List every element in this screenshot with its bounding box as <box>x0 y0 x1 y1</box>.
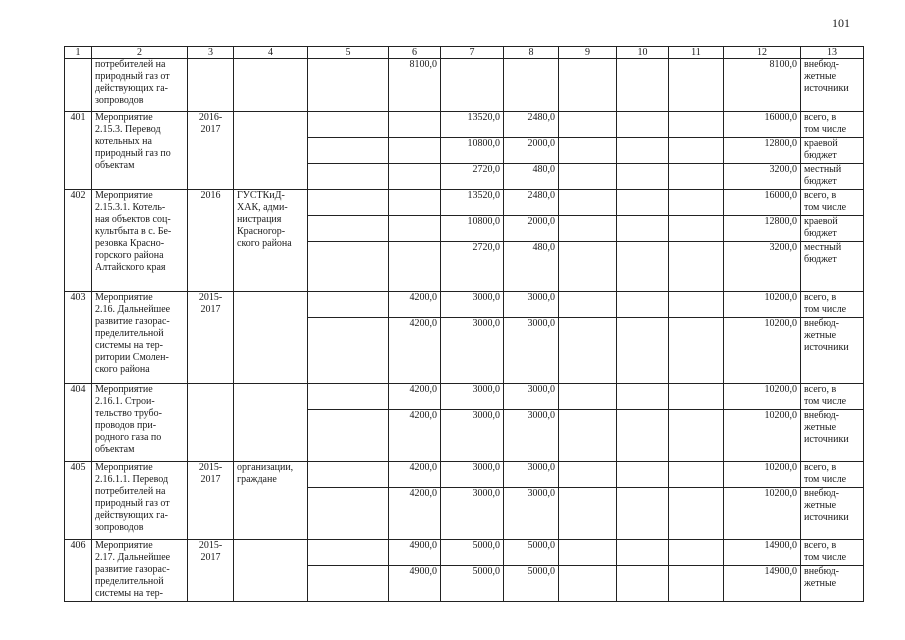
value-cell: 14900,0 <box>724 566 801 602</box>
value-cell: 12800,0 <box>724 138 801 164</box>
value-cell: 4200,0 <box>389 488 441 540</box>
value-cell: 8100,0 <box>389 59 441 112</box>
funding-source: местный бюджет <box>801 242 864 292</box>
value-cell: 4200,0 <box>389 318 441 384</box>
period: 2016 <box>188 190 234 292</box>
value-cell: 2480,0 <box>504 112 559 138</box>
value-cell: 5000,0 <box>504 540 559 566</box>
row-number: 404 <box>65 384 92 462</box>
measure-name: Мероприятие 2.16.1.1. Перевод потребителей на природный газ от действующих га- зопроводов <box>92 462 188 540</box>
executor: ГУСТКиД- ХАК, адми- нистрация Красногор- ского района <box>234 190 308 292</box>
table-row <box>65 384 864 410</box>
row-number: 402 <box>65 190 92 292</box>
value-cell: 3000,0 <box>504 462 559 488</box>
value-cell: 2720,0 <box>441 164 504 190</box>
measure-name: Мероприятие 2.16. Дальнейшее развитие газорас- пределительной системы на тер- ритории Смолен- ского района <box>92 292 188 384</box>
value-cell: 480,0 <box>504 164 559 190</box>
value-cell: 4900,0 <box>389 566 441 602</box>
col-header: 10 <box>617 47 669 59</box>
measure-name: Мероприятие 2.15.3. Перевод котельных на природный газ по объектам <box>92 112 188 190</box>
funding-source: внебюд- жетные источники <box>801 318 864 384</box>
col-header: 7 <box>441 47 504 59</box>
measure-name: Мероприятие 2.17. Дальнейшее развитие газорас- пределительной системы на тер- <box>92 540 188 602</box>
col-header: 4 <box>234 47 308 59</box>
funding-source: краевой бюджет <box>801 138 864 164</box>
value-cell: 10200,0 <box>724 384 801 410</box>
value-cell: 5000,0 <box>441 566 504 602</box>
value-cell: 3000,0 <box>504 318 559 384</box>
value-cell: 16000,0 <box>724 190 801 216</box>
col-header: 6 <box>389 47 441 59</box>
row-number: 405 <box>65 462 92 540</box>
measure-name: Мероприятие 2.15.3.1. Котель- ная объектов соц- культбыта в с. Бе- резовка Красно- горского района Алтайского края <box>92 190 188 292</box>
funding-source: внебюд- жетные источники <box>801 410 864 462</box>
value-cell: 10200,0 <box>724 410 801 462</box>
period: 2015- 2017 <box>188 462 234 540</box>
value-cell: 10200,0 <box>724 488 801 540</box>
period: 2016- 2017 <box>188 112 234 190</box>
value-cell: 5000,0 <box>441 540 504 566</box>
measure-name: потребителей на природный газ от действующих га- зопроводов <box>92 59 188 112</box>
value-cell: 4200,0 <box>389 292 441 318</box>
funding-source: всего, в том числе <box>801 292 864 318</box>
value-cell: 4200,0 <box>389 410 441 462</box>
value-cell: 3000,0 <box>504 410 559 462</box>
table-row <box>65 462 864 488</box>
value-cell: 14900,0 <box>724 540 801 566</box>
funding-source: внебюд- жетные источники <box>801 59 864 112</box>
value-cell: 3000,0 <box>441 384 504 410</box>
value-cell: 3200,0 <box>724 164 801 190</box>
value-cell: 2000,0 <box>504 216 559 242</box>
funding-source: краевой бюджет <box>801 216 864 242</box>
funding-source: всего, в том числе <box>801 540 864 566</box>
funding-source: всего, в том числе <box>801 190 864 216</box>
table-row <box>65 190 864 216</box>
period: 2015- 2017 <box>188 540 234 602</box>
col-header: 9 <box>559 47 617 59</box>
value-cell: 5000,0 <box>504 566 559 602</box>
column-number-row <box>65 47 864 59</box>
value-cell: 4200,0 <box>389 462 441 488</box>
value-cell: 3000,0 <box>504 384 559 410</box>
value-cell: 10200,0 <box>724 318 801 384</box>
row-number: 406 <box>65 540 92 602</box>
funding-source: всего, в том числе <box>801 462 864 488</box>
page-number: 101 <box>832 16 850 30</box>
value-cell: 10800,0 <box>441 216 504 242</box>
value-cell: 4200,0 <box>389 384 441 410</box>
col-header: 8 <box>504 47 559 59</box>
col-header: 1 <box>65 47 92 59</box>
value-cell: 10800,0 <box>441 138 504 164</box>
value-cell: 2480,0 <box>504 190 559 216</box>
budget-table <box>64 46 864 602</box>
value-cell: 12800,0 <box>724 216 801 242</box>
period: 2015- 2017 <box>188 292 234 384</box>
value-cell: 8100,0 <box>724 59 801 112</box>
table-row <box>65 59 864 112</box>
row-number: 403 <box>65 292 92 384</box>
value-cell: 13520,0 <box>441 190 504 216</box>
value-cell: 2720,0 <box>441 242 504 292</box>
value-cell: 2000,0 <box>504 138 559 164</box>
funding-source: местный бюджет <box>801 164 864 190</box>
value-cell: 13520,0 <box>441 112 504 138</box>
value-cell: 3200,0 <box>724 242 801 292</box>
col-header: 11 <box>669 47 724 59</box>
table-row <box>65 292 864 318</box>
row-number: 401 <box>65 112 92 190</box>
value-cell: 3000,0 <box>441 292 504 318</box>
col-header: 3 <box>188 47 234 59</box>
funding-source: внебюд- жетные <box>801 566 864 602</box>
value-cell: 3000,0 <box>441 462 504 488</box>
funding-source: всего, в том числе <box>801 384 864 410</box>
col-header: 12 <box>724 47 801 59</box>
value-cell: 3000,0 <box>504 292 559 318</box>
value-cell: 480,0 <box>504 242 559 292</box>
value-cell: 16000,0 <box>724 112 801 138</box>
value-cell: 10200,0 <box>724 292 801 318</box>
table-row <box>65 540 864 566</box>
col-header: 13 <box>801 47 864 59</box>
value-cell: 3000,0 <box>441 488 504 540</box>
funding-source: всего, в том числе <box>801 112 864 138</box>
value-cell: 3000,0 <box>441 410 504 462</box>
executor: организации, граждане <box>234 462 308 540</box>
col-header: 5 <box>308 47 389 59</box>
value-cell: 3000,0 <box>504 488 559 540</box>
measure-name: Мероприятие 2.16.1. Строи- тельство трубо- проводов при- родного газа по объектам <box>92 384 188 462</box>
value-cell: 3000,0 <box>441 318 504 384</box>
funding-source: внебюд- жетные источники <box>801 488 864 540</box>
value-cell: 4900,0 <box>389 540 441 566</box>
value-cell: 10200,0 <box>724 462 801 488</box>
table-row <box>65 112 864 138</box>
col-header: 2 <box>92 47 188 59</box>
